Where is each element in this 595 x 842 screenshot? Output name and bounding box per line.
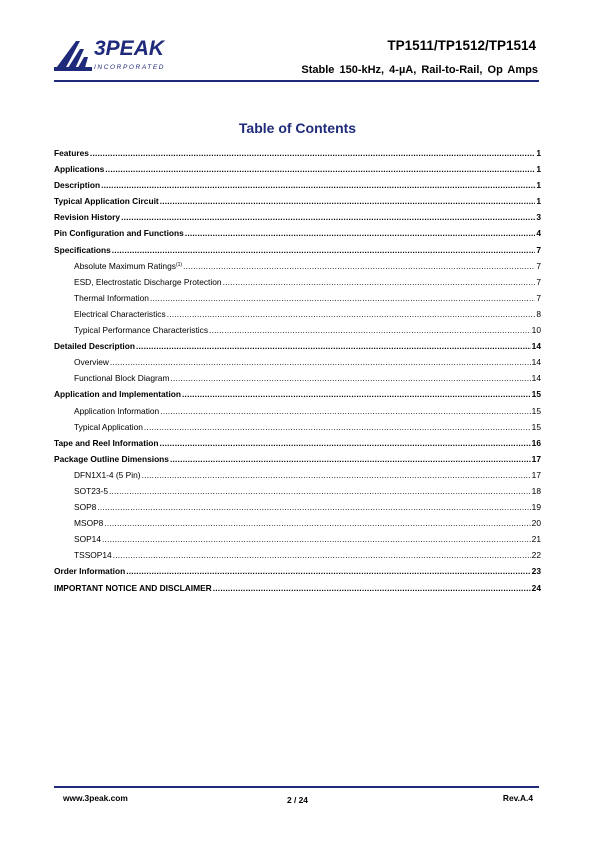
toc-entry[interactable] <box>54 486 541 502</box>
toc-entry-label <box>54 196 159 206</box>
toc-dot-leader <box>104 518 530 528</box>
toc-entry[interactable] <box>54 566 541 582</box>
company-logo <box>54 37 184 77</box>
toc-entry[interactable] <box>54 228 541 244</box>
toc-entry-label <box>74 261 182 271</box>
toc-entry-label <box>54 245 111 255</box>
toc-dot-leader <box>160 196 536 206</box>
toc-entry-page: 18 <box>531 485 541 496</box>
toc-entry-page: 1 <box>536 148 541 158</box>
toc-entry[interactable] <box>54 389 541 405</box>
toc-entry[interactable] <box>54 325 541 341</box>
toc-entry-text: Application and Implementation <box>54 389 182 400</box>
toc-dot-leader <box>183 261 535 271</box>
toc-entry-page: 10 <box>531 325 541 336</box>
toc-entry[interactable] <box>54 309 541 325</box>
toc-entry-label <box>74 357 109 367</box>
toc-entry[interactable] <box>54 341 541 357</box>
toc-entry[interactable] <box>54 245 541 261</box>
toc-heading: Table of Contents <box>238 120 357 136</box>
toc-entry-page: 15 <box>531 389 541 400</box>
toc-entry-label <box>54 438 159 448</box>
toc-entry-text: Revision History <box>54 212 121 223</box>
toc-entry-page: 24 <box>531 582 541 593</box>
toc-entry-label <box>74 486 108 496</box>
toc-entry-page: 14 <box>531 341 541 352</box>
toc-entry-text: IMPORTANT NOTICE AND DISCLAIMER <box>54 582 212 593</box>
toc-dot-leader <box>213 583 531 593</box>
toc-entry-text: Thermal Information <box>74 292 149 303</box>
toc-entry-text: Typical Application Circuit <box>54 196 159 207</box>
toc-entry-label <box>74 293 149 303</box>
toc-entry-label <box>74 502 96 512</box>
toc-dot-leader <box>121 212 535 222</box>
toc-entry-text: SOT23-5 <box>74 485 108 496</box>
toc-entry-page: 1 <box>536 180 541 191</box>
toc-entry[interactable] <box>54 470 541 486</box>
toc-entry-label <box>74 550 112 560</box>
toc-entry-label <box>54 566 125 576</box>
toc-dot-leader <box>136 341 531 351</box>
toc-entry-text: SOP14 <box>74 534 102 545</box>
toc-entry-page: 16 <box>531 437 541 448</box>
toc-dot-leader <box>223 277 536 287</box>
toc-entry[interactable] <box>54 502 541 518</box>
toc-entry[interactable] <box>54 196 541 212</box>
toc-dot-leader <box>150 293 535 303</box>
toc-dot-leader <box>101 180 535 190</box>
toc-dot-leader <box>160 438 531 448</box>
toc-dot-leader <box>90 148 535 158</box>
toc-entry-text: Applications <box>54 164 105 175</box>
toc-entry-page: 15 <box>531 421 541 432</box>
toc-entry-label <box>54 164 104 174</box>
peak-logo-icon <box>54 37 94 73</box>
toc-entry-page: 4 <box>536 228 541 239</box>
toc-entry-label <box>74 470 141 480</box>
toc-dot-leader <box>209 325 531 335</box>
toc-dot-leader <box>185 228 536 238</box>
toc-entry-page: 19 <box>531 502 541 513</box>
toc-entry-label <box>54 454 169 464</box>
toc-entry-page: 20 <box>531 518 541 529</box>
toc-entry-text: Features <box>54 148 89 158</box>
toc-entry[interactable] <box>54 373 541 389</box>
toc-entry[interactable] <box>54 534 541 550</box>
toc-entry-label <box>54 180 100 190</box>
toc-entry-text: Detailed Description <box>54 341 135 352</box>
toc-entry-page: 23 <box>531 566 541 577</box>
toc-dot-leader <box>109 486 531 496</box>
toc-entry-text: ESD, Electrostatic Discharge Protection <box>74 276 222 287</box>
toc-entry-label <box>74 406 159 416</box>
toc-entry-page: 8 <box>536 308 541 319</box>
toc-entry-label <box>54 583 212 593</box>
toc-entry-page: 21 <box>531 534 541 545</box>
toc-entry-label <box>74 309 166 319</box>
toc-entry-page: 7 <box>536 244 541 255</box>
toc-dot-leader <box>112 245 536 255</box>
toc-entry-text: Specifications <box>54 244 111 255</box>
header-divider <box>54 80 539 82</box>
toc-entry-page: 7 <box>536 292 541 303</box>
toc-entry-label <box>74 534 101 544</box>
toc-dot-leader <box>160 406 530 416</box>
toc-entry-label <box>74 422 143 432</box>
toc-entry-text: Overview <box>74 357 109 368</box>
toc-entry-label <box>54 389 181 399</box>
toc-entry-page: 15 <box>531 405 541 416</box>
toc-entry[interactable] <box>54 422 541 438</box>
table-of-contents <box>54 148 541 599</box>
toc-entry-page: 17 <box>531 469 541 480</box>
footer-page-number: 2 / 24 <box>287 795 308 805</box>
toc-entry-page: 14 <box>531 357 541 368</box>
toc-entry-label <box>74 518 103 528</box>
toc-entry-label <box>54 212 120 222</box>
toc-entry-text: Tape and Reel Information <box>54 437 159 448</box>
footer-revision: Rev.A.4 <box>502 793 533 803</box>
toc-entry-text: Electrical Characteristics <box>74 308 166 319</box>
toc-dot-leader <box>105 164 535 174</box>
toc-entry-text: Order Information <box>54 566 126 577</box>
toc-entry[interactable] <box>54 277 541 293</box>
toc-entry[interactable] <box>54 406 541 422</box>
toc-entry-page: 7 <box>536 260 541 271</box>
toc-entry[interactable] <box>54 438 541 454</box>
toc-entry-page: 7 <box>536 276 541 287</box>
toc-dot-leader <box>170 454 531 464</box>
toc-entry-label <box>74 373 169 383</box>
toc-entry-page: 1 <box>536 164 541 175</box>
toc-entry[interactable] <box>54 180 541 196</box>
toc-entry[interactable] <box>54 583 541 599</box>
toc-entry-page: 14 <box>531 373 541 384</box>
toc-entry-footnote: (1) <box>175 261 183 268</box>
toc-dot-leader <box>113 550 531 560</box>
footer-divider <box>54 786 539 788</box>
toc-dot-leader <box>170 373 530 383</box>
toc-entry[interactable] <box>54 293 541 309</box>
logo-wordmark: 3PEAK <box>94 37 165 60</box>
toc-dot-leader <box>102 534 531 544</box>
logo-tagline: INCORPORATED <box>94 64 166 71</box>
toc-entry-page: 1 <box>536 196 541 207</box>
toc-entry-text: Functional Block Diagram <box>74 373 170 384</box>
toc-entry-text: Typical Performance Characteristics <box>74 325 209 336</box>
toc-entry-text: Package Outline Dimensions <box>54 453 169 464</box>
toc-entry-text: TSSOP14 <box>74 550 112 561</box>
toc-entry-page: 3 <box>536 212 541 223</box>
toc-entry-label <box>74 325 208 335</box>
toc-dot-leader <box>97 502 530 512</box>
toc-entry-label <box>74 277 222 287</box>
toc-entry-text: SOP8 <box>74 502 97 513</box>
toc-dot-leader <box>142 470 531 480</box>
toc-entry-text: Absolute Maximum Ratings <box>74 260 176 271</box>
toc-entry[interactable] <box>54 518 541 534</box>
toc-entry-text: Description <box>54 180 101 191</box>
toc-dot-leader <box>167 309 536 319</box>
toc-entry-label <box>54 341 135 351</box>
toc-entry[interactable] <box>54 212 541 228</box>
toc-dot-leader <box>182 389 531 399</box>
toc-entry-text: DFN1X1-4 (5 Pin) <box>74 469 141 480</box>
toc-entry[interactable] <box>54 454 541 470</box>
toc-entry[interactable] <box>54 148 541 164</box>
toc-entry[interactable] <box>54 261 541 277</box>
toc-entry-text: Pin Configuration and Functions <box>54 228 184 239</box>
toc-dot-leader <box>126 566 530 576</box>
toc-entry[interactable] <box>54 357 541 373</box>
toc-entry-page: 17 <box>531 453 541 464</box>
document-subtitle: Stable 150-kHz, 4-µA, Rail-to-Rail, Op Amps <box>301 64 538 76</box>
toc-dot-leader <box>144 422 531 432</box>
toc-entry-text: Typical Application <box>74 421 143 432</box>
footer-website-link[interactable]: www.3peak.com <box>63 793 128 803</box>
toc-entry-page: 22 <box>531 550 541 561</box>
toc-entry[interactable] <box>54 550 541 566</box>
toc-entry[interactable] <box>54 164 541 180</box>
toc-entry-text: Application Information <box>74 405 160 416</box>
toc-dot-leader <box>110 357 531 367</box>
toc-entry-label <box>54 148 89 158</box>
toc-entry-text: MSOP8 <box>74 518 104 529</box>
toc-entry-label <box>54 228 184 238</box>
document-title: TP1511/TP1512/TP1514 <box>387 38 536 53</box>
